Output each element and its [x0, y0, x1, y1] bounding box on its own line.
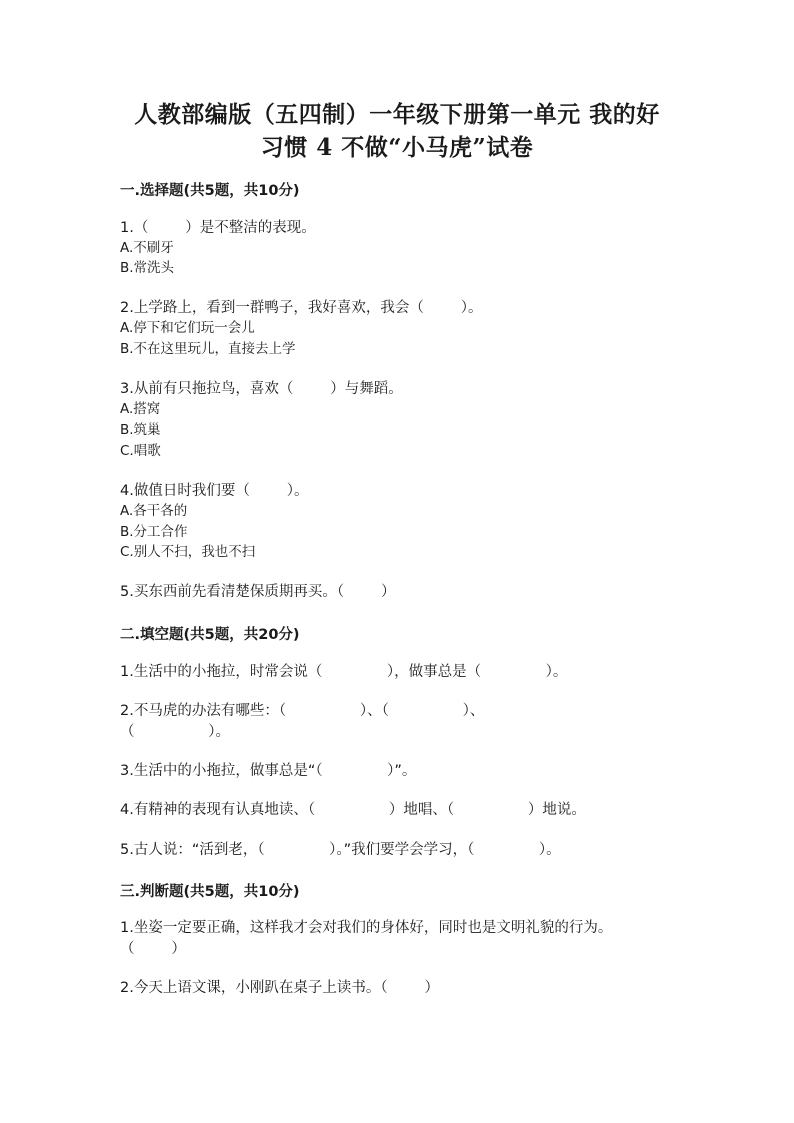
- fill-question-2: 2.不马虎的办法有哪些：（ ）、（ ）、: [120, 703, 485, 719]
- fill-question-1: 1.生活中的小拖拉，时常会说（ ），做事总是（ ）。: [120, 664, 568, 680]
- choice-q4-option-b: B.分工合作: [120, 524, 188, 540]
- fill-question-5: 5.古人说：“活到老，（ ）。”我们要学会学习，（ ）。: [120, 842, 561, 858]
- choice-q1-option-b: B.常洗头: [120, 260, 175, 276]
- choice-question-3: 3.从前有只拖拉鸟，喜欢（ ）与舞蹈。: [120, 381, 403, 397]
- choice-question-4: 4.做值日时我们要（ ）。: [120, 483, 309, 499]
- choice-q4-option-a: A.各干各的: [120, 503, 188, 519]
- choice-q4-option-c: C.别人不扫，我也不扫: [120, 544, 256, 560]
- judge-question-1-continuation: （ ）: [120, 941, 186, 957]
- choice-question-1: 1.（ ）是不整洁的表现。: [120, 220, 316, 236]
- section-heading-choice: 一.选择题(共5题，共10分): [120, 183, 300, 199]
- fill-question-4: 4.有精神的表现有认真地读、（ ）地唱、（ ）地说。: [120, 802, 586, 818]
- choice-q3-option-a: A.搭窝: [120, 401, 161, 417]
- choice-question-5: 5.买东西前先看清楚保质期再买。（ ）: [120, 584, 396, 600]
- exam-title-line-1: 人教部编版（五四制）一年级下册第一单元 我的好: [134, 101, 660, 128]
- choice-q1-option-a: A.不刷牙: [120, 240, 174, 256]
- choice-question-2: 2.上学路上，看到一群鸭子，我好喜欢，我会（ ）。: [120, 300, 483, 316]
- choice-q2-option-b: B.不在这里玩儿，直接去上学: [120, 341, 296, 357]
- judge-question-2: 2.今天上语文课，小刚趴在桌子上读书。（ ）: [120, 980, 439, 996]
- fill-question-2-continuation: （ ）。: [120, 724, 230, 740]
- choice-q3-option-b: B.筑巢: [120, 422, 161, 438]
- exam-title-line-2: 习惯 4 不做“小马虎”试卷: [260, 134, 534, 161]
- section-heading-judgement: 三.判断题(共5题，共10分): [120, 884, 300, 900]
- choice-q2-option-a: A.停下和它们玩一会儿: [120, 320, 255, 336]
- choice-q3-option-c: C.唱歌: [120, 443, 161, 459]
- fill-question-3: 3.生活中的小拖拉，做事总是“（ ）”。: [120, 763, 417, 779]
- judge-question-1: 1.坐姿一定要正确，这样我才会对我们的身体好，同时也是文明礼貌的行为。: [120, 920, 613, 936]
- section-heading-fill-blank: 二.填空题(共5题，共20分): [120, 627, 300, 643]
